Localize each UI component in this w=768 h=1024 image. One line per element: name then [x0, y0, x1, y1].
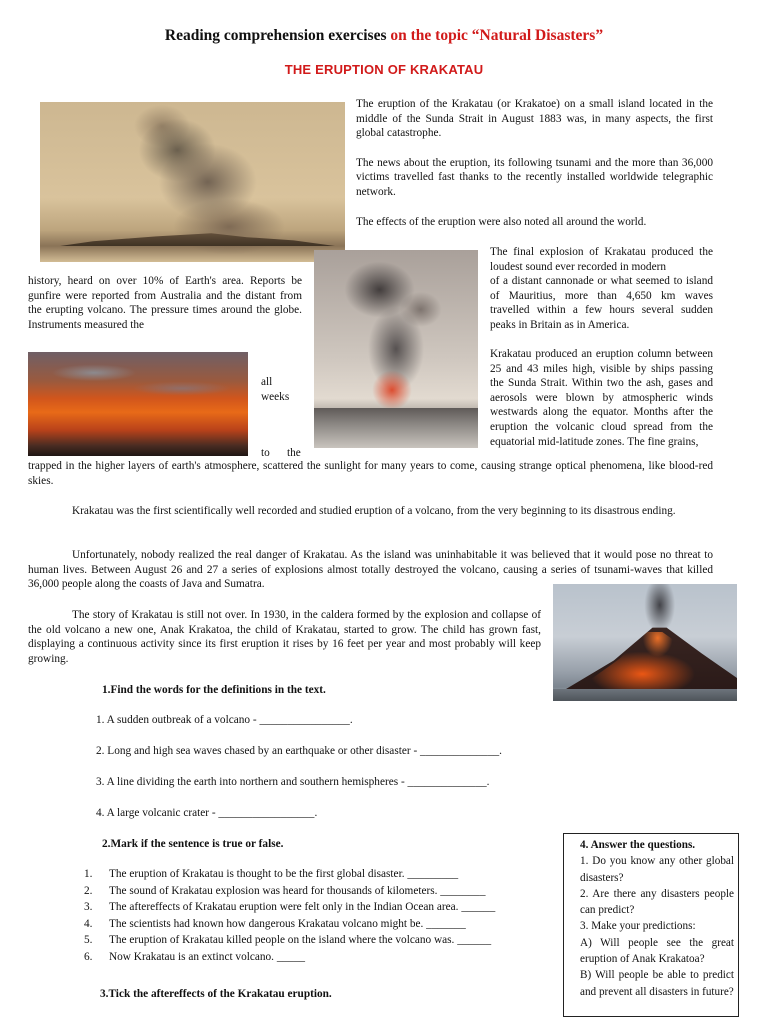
- exercise-4-heading: 4. Answer the questions.: [580, 839, 696, 851]
- eruption-illustration-lithograph: [314, 250, 478, 448]
- paragraph-1: The eruption of the Krakatau (or Krakatoe) on a small island located in the middle of the Sunda Strait in August 1883 was, in many aspects, the first global catastrophe.: [356, 98, 713, 140]
- item-text: Now Krakatau is an extinct volcano. _____: [109, 950, 306, 963]
- list-item: [84, 932, 554, 949]
- item-number: 4.: [84, 917, 93, 930]
- item-text: The eruption of Krakatau is thought to be the first global disaster. _________: [109, 868, 459, 880]
- item-text: The scientists had known how dangerous Krakatau volcano might be. _______: [109, 917, 466, 930]
- question-3b: B) Will people be able to predict and prevent all disasters in future?: [580, 969, 734, 998]
- exercise-2-heading: 2.Mark if the sentence is true or false.: [102, 838, 284, 850]
- intro-column: [356, 97, 713, 229]
- item-number: 1.: [84, 868, 93, 880]
- paragraph-4-start: The final explosion of Krakatau produced the loudest sound ever recorded in modern: [490, 246, 713, 273]
- list-item: [84, 866, 554, 883]
- paragraph-2: The news about the eruption, its following tsunami and the more than 36,000 victims travelled fast thanks to the recently installed worldwide telegraphic network.: [356, 156, 713, 198]
- paragraph-5-right: Krakatau produced an eruption column between 25 and 43 miles high, visible by ships passing the Sunda Strait. Within two the ash, gases and aerosols were blown by atmospheric winds westwards along the equator. Months after the eruption the volcanic cloud spread from the equatorial mid-latitude zones. The fine grains,: [490, 348, 713, 448]
- item-number: 5.: [84, 934, 93, 946]
- article-title: THE ERUPTION OF KRAKATAU: [284, 62, 484, 77]
- page-title: [0, 26, 768, 46]
- paragraph-5-tail: trapped in the higher layers of earth's atmosphere, scattered the sunlight for many years to come, causing strange optical phenomena, like blood-red skies.: [28, 460, 713, 487]
- question-2: 2. Are there any disasters people can predict?: [580, 887, 734, 917]
- questions-box: [563, 833, 739, 1017]
- exercise-3-heading: 3.Tick the aftereffects of the Krakatau eruption.: [100, 988, 332, 1000]
- item-number: 6.: [84, 950, 93, 963]
- paragraph-4-right: of a distant cannonade or what seemed to island of Mauritius, more than 4,650 km waves travelled within a few hours several sudden peaks in Britain as in America.: [490, 275, 713, 331]
- exercise-1-item: 3. A line dividing the earth into northern and southern hemispheres - ______________.: [96, 776, 490, 788]
- paragraph-4-left: history, heard on over 10% of Earth's area. Reports be gunfire were reported from Australia and the distant from the erupting volcano. The pressure times around the globe. Instruments measured the: [28, 275, 302, 331]
- title-main: Reading comprehension exercises: [164, 27, 387, 44]
- item-text: The aftereffects of Krakatau eruption were felt only in the Indian Ocean area. ______: [109, 901, 496, 913]
- exercise-1-heading: 1.Find the words for the definitions in the text.: [102, 684, 326, 696]
- paragraph-8: The story of Krakatau is still not over. In 1930, in the caldera formed by the explosion and collapse of the old volcano a new one, Anak Krakatoa, the child of Krakatau, started to grow. The child has grown fast, displaying a continuous activity since its first eruption it rises by 16 feet per year and most probably will keep growing.: [28, 609, 541, 665]
- exercise-1-item: 4. A large volcanic crater - _________________.: [96, 807, 318, 819]
- title-topic: on the topic “Natural Disasters”: [390, 27, 604, 44]
- question-3a: A) Will people see the great eruption of Anak Krakatoa?: [580, 936, 734, 966]
- question-1: 1. Do you know any other global disasters?: [580, 855, 734, 884]
- paragraph-6: Krakatau was the first scientifically well recorded and studied eruption of a volcano, from the very beginning to its disastrous ending.: [72, 505, 676, 517]
- true-false-list: [84, 866, 554, 965]
- list-item: [84, 883, 554, 900]
- exercise-1-item: 2. Long and high sea waves chased by an earthquake or other disaster - ______________.: [96, 745, 502, 757]
- item-number: 2.: [84, 884, 93, 897]
- item-text: The sound of Krakatau explosion was heard for thousands of kilometers. ________: [109, 884, 486, 897]
- fragment-all: all: [261, 376, 273, 388]
- item-number: 3.: [84, 901, 93, 913]
- fragment-to: to: [261, 447, 270, 459]
- fragment-the: the: [287, 447, 301, 459]
- exercise-1-item: 1. A sudden outbreak of a volcano - ________________.: [96, 714, 353, 726]
- list-item: [84, 899, 554, 916]
- fragment-weeks: weeks: [261, 391, 290, 403]
- question-3: 3. Make your predictions:: [580, 920, 696, 933]
- eruption-photo-smoke-plume: [40, 102, 345, 262]
- paragraph-7: Unfortunately, nobody realized the real danger of Krakatau. As the island was uninhabitable it was believed that it would pose no threat to human lives. Between August 26 and 27 a series of explosions almost totally destroyed the volcano, causing a series of tsunami-waves that killed 36,000 people along the coasts of Java and Sumatra.: [28, 549, 713, 591]
- item-text: The eruption of Krakatau killed people on the island where the volcano was. ______: [109, 934, 492, 946]
- anak-krakatau-photo: [553, 584, 737, 701]
- paragraph-3: The effects of the eruption were also noted all around the world.: [356, 215, 647, 228]
- list-item: [84, 949, 554, 966]
- red-sky-painting: [28, 352, 248, 456]
- list-item: [84, 916, 554, 933]
